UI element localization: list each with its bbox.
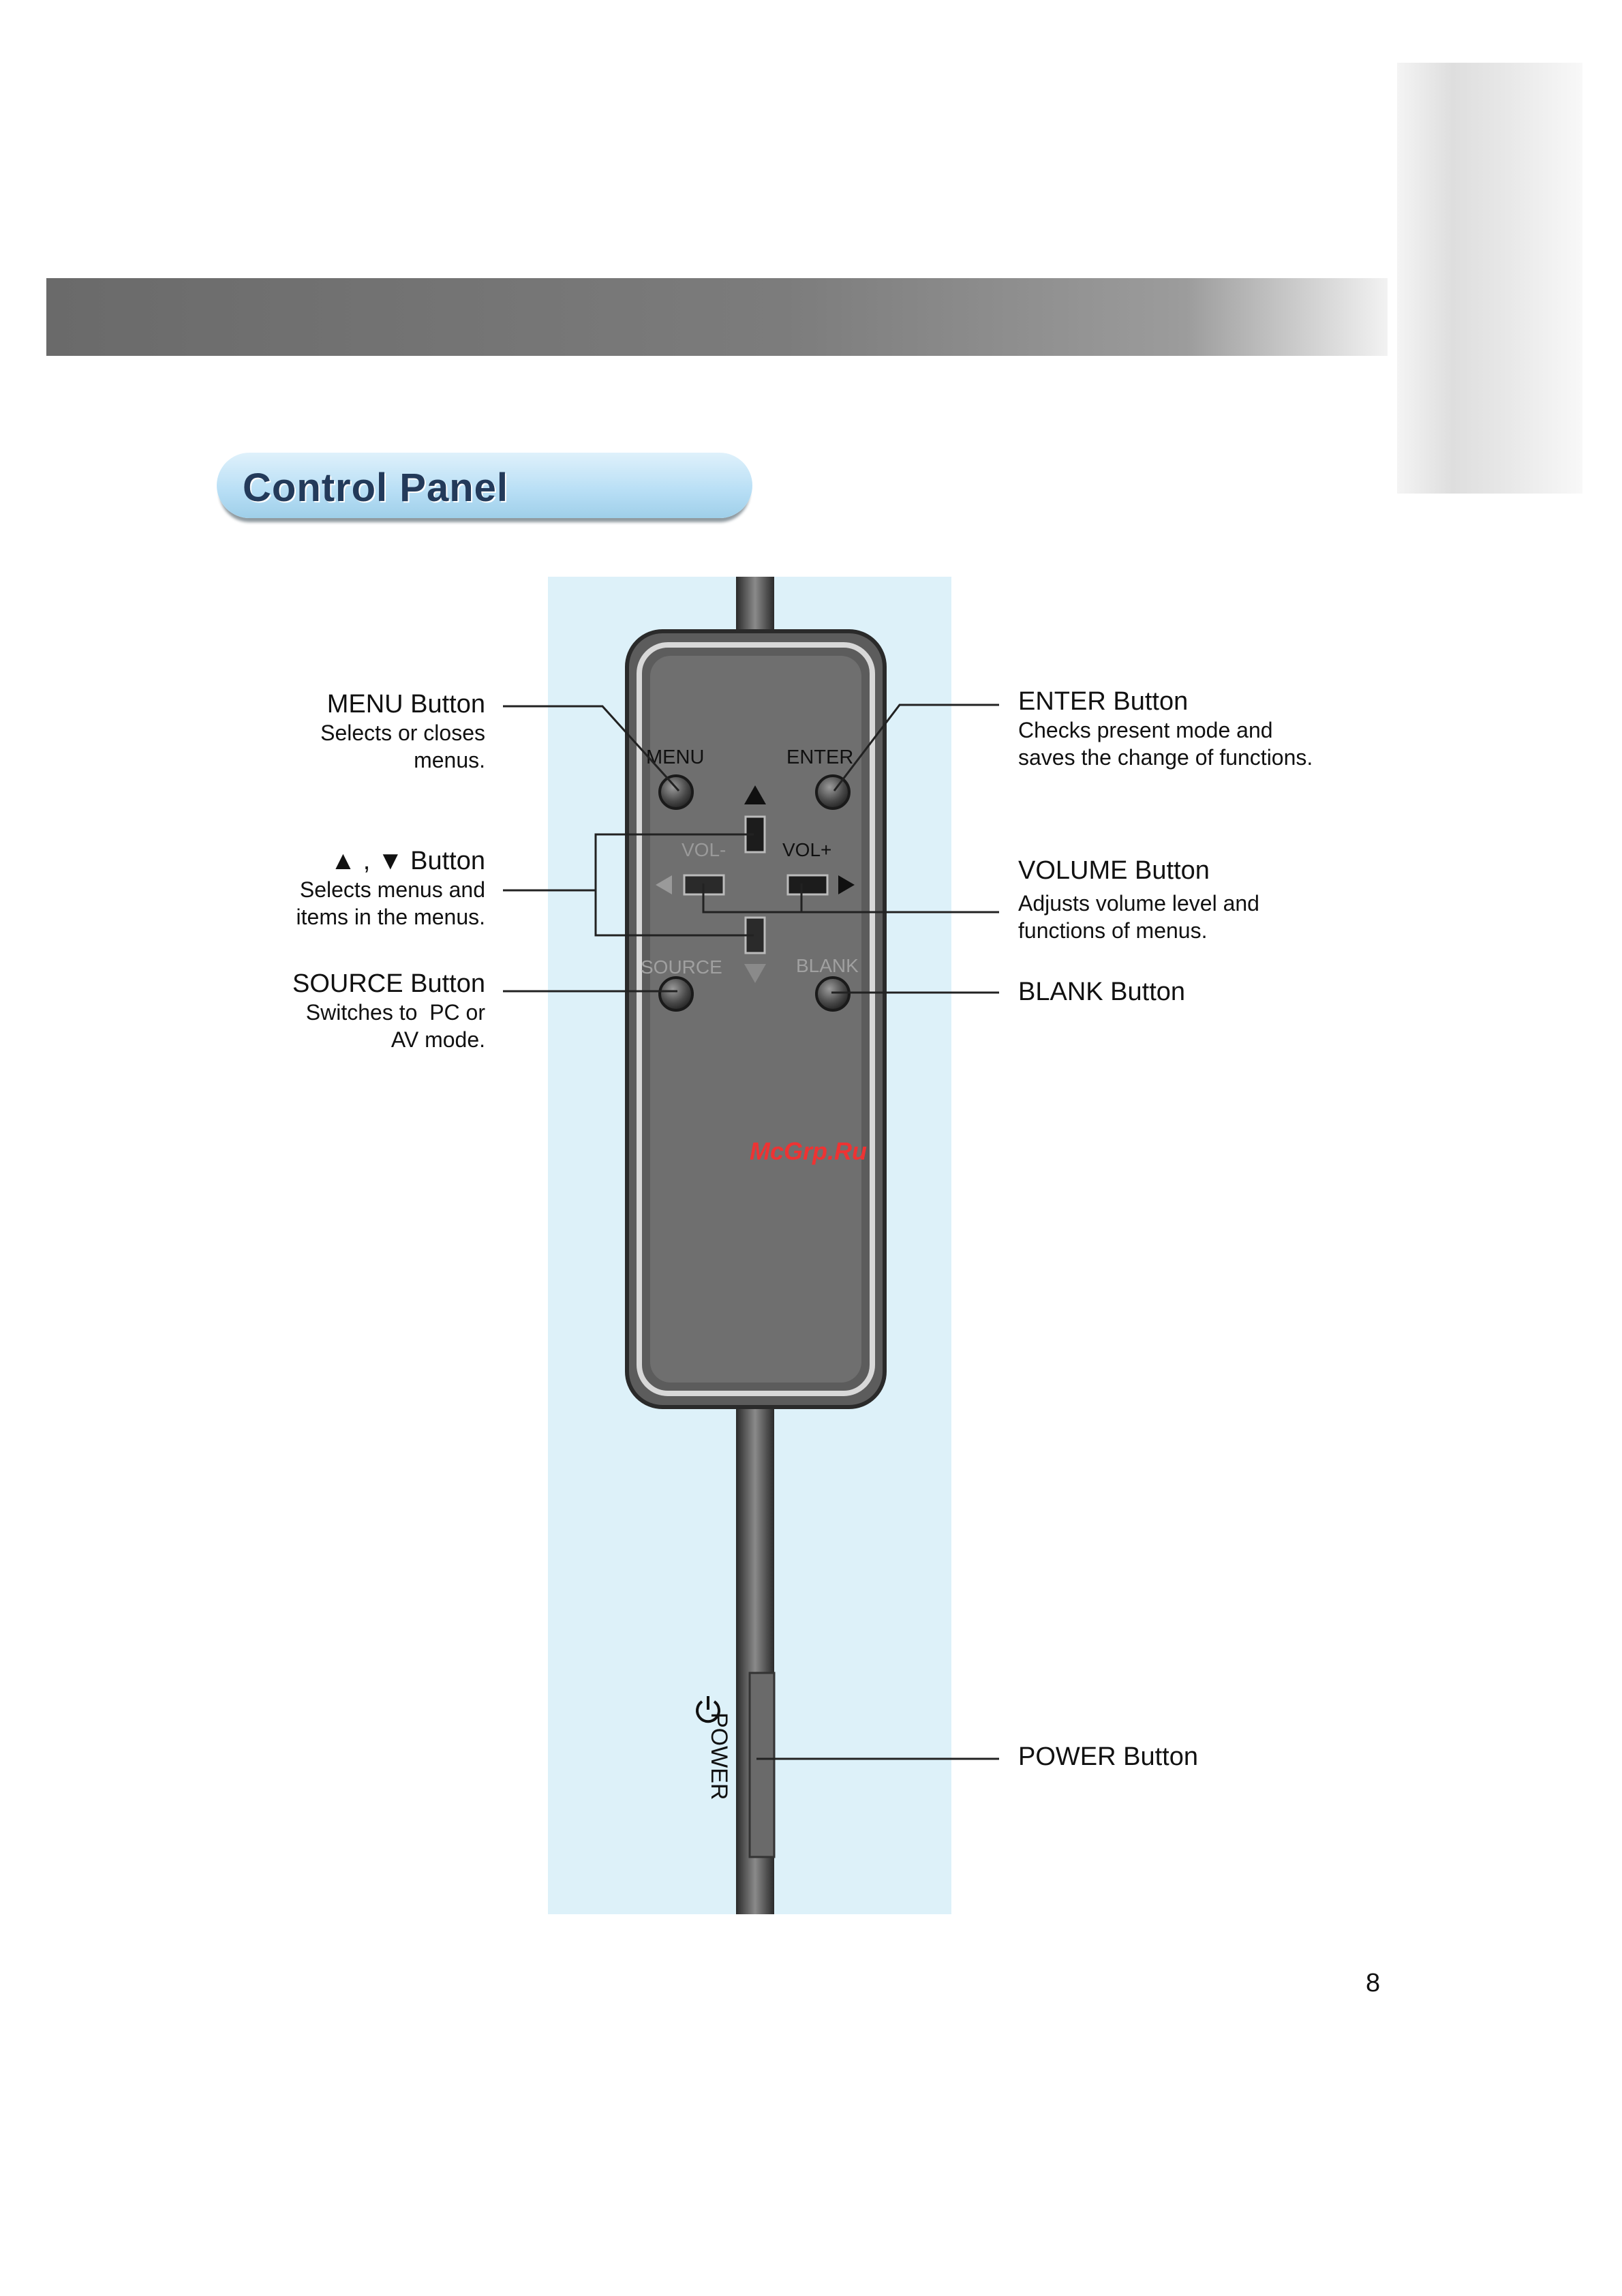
device-label-vol-plus: VOL+ — [782, 839, 832, 860]
up-triangle-icon: ▲ — [330, 847, 356, 875]
source-callout — [204, 969, 485, 1053]
updown-callout-desc2: items in the menus. — [296, 905, 485, 929]
enter-button[interactable] — [816, 776, 849, 809]
source-callout-desc1: Switches to PC or — [305, 1000, 485, 1025]
device-label-menu: MENU — [646, 746, 705, 768]
blank-button[interactable] — [816, 978, 849, 1010]
menu-callout-title: MENU Button — [326, 690, 485, 719]
updown-callout-title: Button — [410, 847, 485, 875]
volume-callout-title: VOLUME Button — [1018, 856, 1210, 885]
device-label-enter: ENTER — [786, 746, 854, 768]
menu-callout — [204, 690, 485, 774]
device-label-source: SOURCE — [641, 956, 722, 978]
menu-callout-desc1: Selects or closes — [320, 721, 485, 745]
page-number: 8 — [1366, 1969, 1381, 1997]
enter-callout — [1018, 687, 1400, 771]
power-callout-title: POWER Button — [1018, 1742, 1198, 1771]
power-label — [706, 1712, 732, 1800]
vol-plus-button[interactable] — [788, 875, 827, 894]
source-callout-title: SOURCE Button — [292, 969, 485, 998]
enter-callout-title: ENTER Button — [1018, 687, 1189, 716]
power-callout — [1018, 1742, 1198, 1772]
blank-callout-title: BLANK Button — [1018, 978, 1186, 1006]
svg-text:POWER: POWER — [706, 1712, 732, 1800]
device-label-blank: BLANK — [796, 955, 859, 976]
updown-callout-desc1: Selects menus and — [299, 877, 485, 902]
enter-callout-desc1: Checks present mode and — [1018, 718, 1273, 742]
source-button[interactable] — [660, 978, 692, 1010]
volume-callout — [1018, 856, 1400, 944]
menu-callout-desc2: menus. — [414, 748, 485, 772]
watermark: McGrp.Ru — [750, 1137, 868, 1165]
down-triangle-icon: ▼ — [377, 847, 403, 875]
enter-callout-desc2: saves the change of functions. — [1018, 745, 1313, 770]
volume-callout-desc1: Adjusts volume level and — [1018, 891, 1259, 916]
power-button[interactable] — [750, 1673, 774, 1857]
updown-callout: ▲ , ▼ Button Selects menus and items in the menus. — [204, 847, 485, 931]
section-title: Control Panel — [243, 466, 509, 510]
device-label-vol-minus: VOL- — [682, 839, 726, 860]
volume-callout-desc2: functions of menus. — [1018, 918, 1208, 943]
blank-callout — [1018, 978, 1185, 1007]
source-callout-desc2: AV mode. — [391, 1027, 485, 1052]
menu-button[interactable] — [660, 776, 692, 809]
